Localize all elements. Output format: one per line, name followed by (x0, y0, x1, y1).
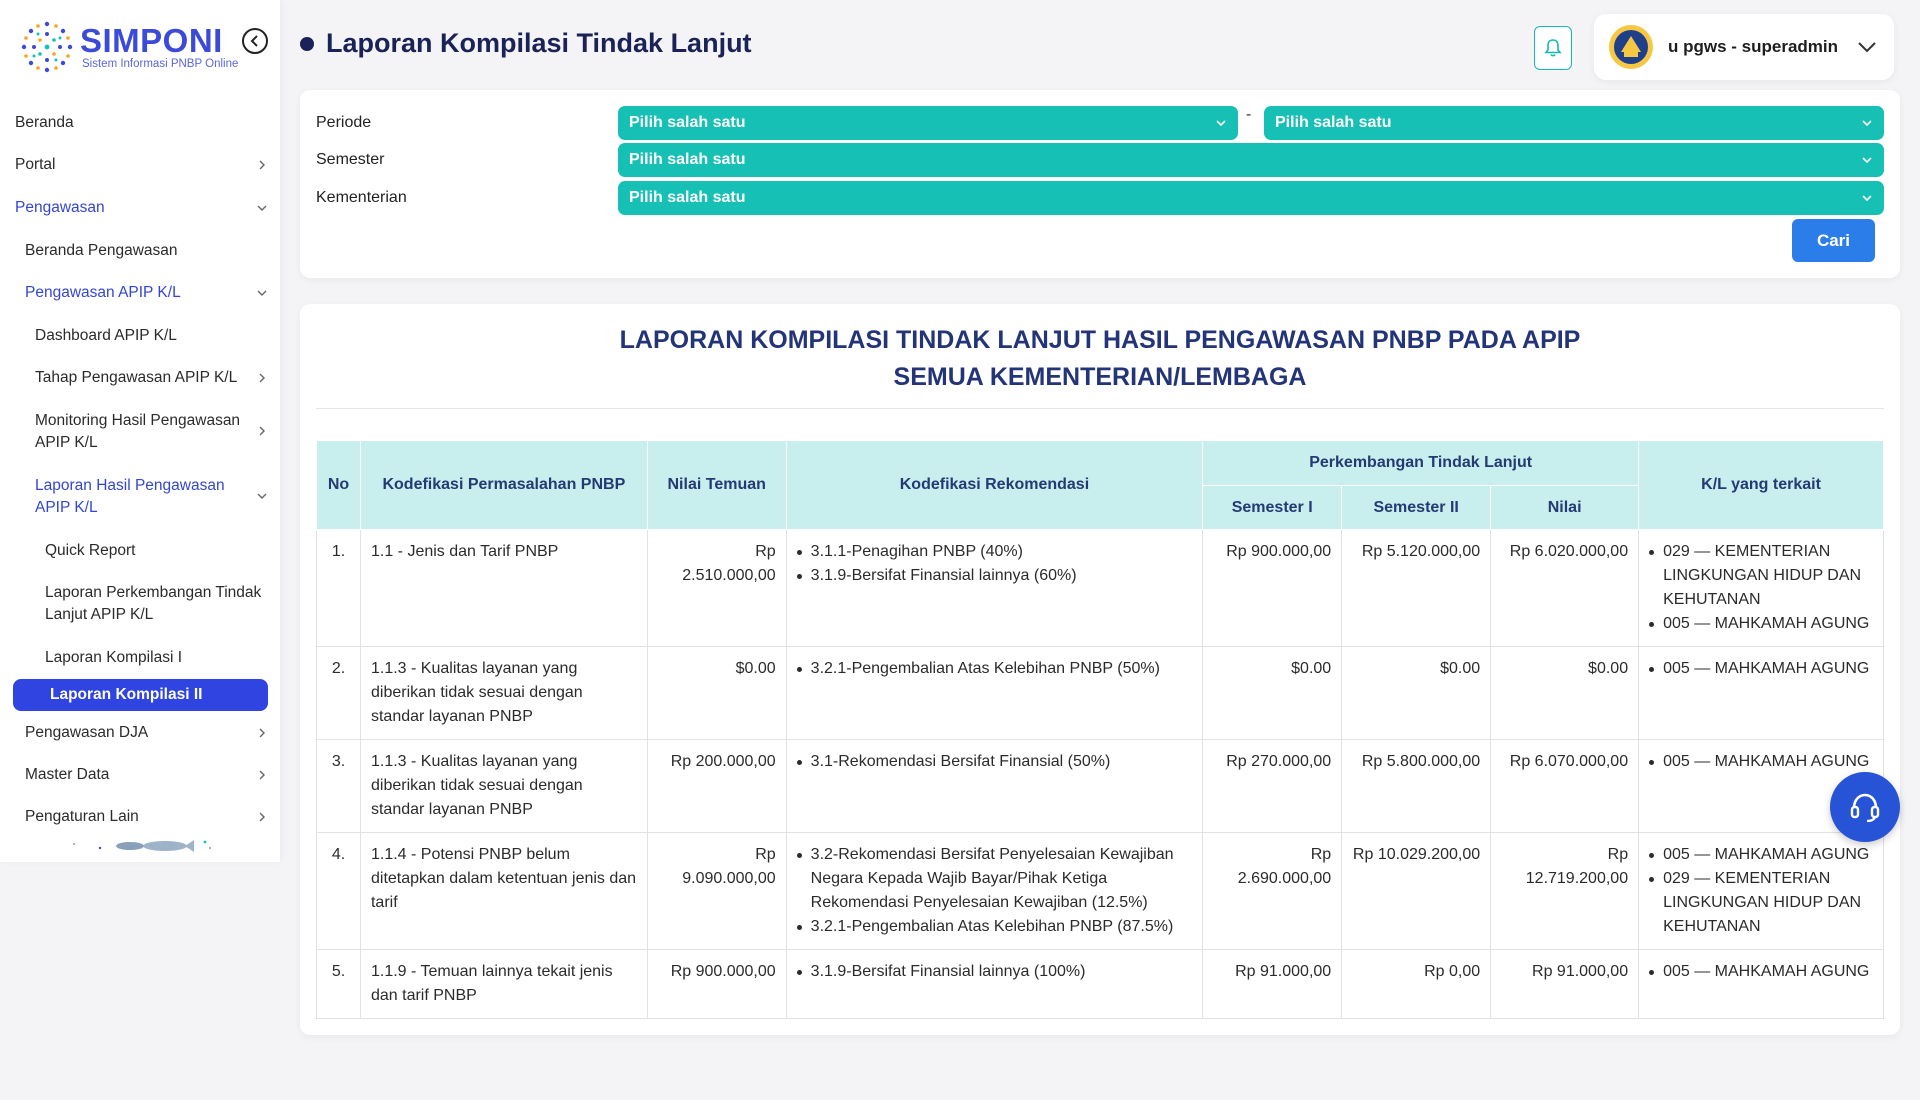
cell-semester-2: Rp 5.800.000,00 (1342, 740, 1491, 833)
cell-no: 1. (317, 530, 361, 647)
cell-semester-1: Rp 270.000,00 (1203, 740, 1342, 833)
sidebar-item-label: Beranda Pengawasan (25, 242, 178, 259)
report-title-line1: LAPORAN KOMPILASI TINDAK LANJUT HASIL PENGAWASAN PNBP PADA APIP (619, 326, 1581, 354)
sidebar-item-label: Pengawasan DJA (25, 724, 149, 741)
chevron-right-icon (255, 371, 269, 385)
cell-nilai-temuan: Rp 9.090.000,00 (647, 833, 786, 950)
table-row (317, 647, 1884, 740)
cell-semester-2: Rp 10.029.200,00 (1342, 833, 1491, 950)
sidebar-item-label: Laporan Perkembangan Tindak Lanjut APIP K/L (45, 584, 262, 623)
sidebar (0, 0, 280, 862)
sidebar-item-master-data[interactable] (25, 764, 269, 786)
chevron-down-icon (1860, 191, 1874, 205)
list-item: 3.1-Rekomendasi Bersifat Finansial (50%) (797, 750, 1193, 774)
logo-name: SIMPONI (80, 22, 223, 59)
logo-dots-icon (18, 18, 76, 76)
cell-semester-1: Rp 2.690.000,00 (1203, 833, 1342, 950)
list-item: 3.2.1-Pengembalian Atas Kelebihan PNBP (50%) (797, 657, 1193, 681)
help-button[interactable] (1830, 772, 1900, 842)
list-item: 005 — MAHKAMAH AGUNG (1649, 843, 1873, 867)
list-item: 005 — MAHKAMAH AGUNG (1649, 960, 1873, 984)
cell-nilai: Rp 6.020.000,00 (1491, 530, 1639, 647)
cell-nilai: Rp 91.000,00 (1491, 950, 1639, 1019)
sidebar-item-beranda-pengawasan[interactable] (25, 240, 269, 262)
chevron-left-icon (249, 35, 261, 47)
list-item: 3.2-Rekomendasi Bersifat Penyelesaian Kewajiban Negara Kepada Wajib Bayar/Pihak Ketiga Rekomendasi Penyelesaian Kewajiban (12.5%) (797, 843, 1193, 915)
cell-nilai-temuan: Rp 900.000,00 (647, 950, 786, 1019)
cell-no: 2. (317, 647, 361, 740)
sidebar-item-pengawasan[interactable] (15, 197, 269, 219)
kementerian-select[interactable] (618, 181, 1884, 215)
header-nilai-temuan: Nilai Temuan (647, 441, 786, 530)
cell-nilai-temuan: $0.00 (647, 647, 786, 740)
filter-card (300, 90, 1900, 278)
sidebar-item-tahap-pengawasan[interactable] (35, 367, 269, 389)
cell-semester-1: Rp 900.000,00 (1203, 530, 1342, 647)
cell-rekomendasi (786, 530, 1203, 647)
kementerian-label: Kementerian (316, 189, 407, 206)
sidebar-item-label: Monitoring Hasil Pengawasan APIP K/L (35, 412, 241, 451)
notification-button[interactable] (1534, 26, 1572, 70)
header-kodefikasi-rekomendasi: Kodefikasi Rekomendasi (786, 441, 1203, 530)
sidebar-item-laporan-kompilasi-1[interactable] (45, 647, 269, 669)
chevron-right-icon (255, 768, 269, 782)
cell-kl (1639, 647, 1884, 740)
sidebar-item-label: Quick Report (45, 542, 136, 559)
report-title (300, 322, 1900, 396)
sidebar-item-label: Pengawasan (15, 199, 105, 216)
cell-semester-2: Rp 0,00 (1342, 950, 1491, 1019)
sidebar-item-label: Tahap Pengawasan APIP K/L (35, 369, 238, 386)
cell-permasalahan: 1.1.4 - Potensi PNBP belum ditetapkan dalam ketentuan jenis dan tarif (360, 833, 647, 950)
list-item: 029 — KEMENTERIAN LINGKUNGAN HIDUP DAN KEHUTANAN (1649, 540, 1873, 612)
cell-nilai: Rp 12.719.200,00 (1491, 833, 1639, 950)
cell-permasalahan: 1.1 - Jenis dan Tarif PNBP (360, 530, 647, 647)
header-kl: K/L yang terkait (1639, 441, 1884, 530)
cell-rekomendasi (786, 950, 1203, 1019)
cell-semester-2: $0.00 (1342, 647, 1491, 740)
list-item: 3.1.9-Bersifat Finansial lainnya (100%) (797, 960, 1193, 984)
semester-select[interactable] (618, 143, 1884, 177)
sidebar-item-label: Portal (15, 156, 56, 173)
chevron-down-icon (255, 286, 269, 300)
cell-nilai: $0.00 (1491, 647, 1639, 740)
cell-nilai-temuan: Rp 200.000,00 (647, 740, 786, 833)
select-value: Pilih salah satu (629, 151, 746, 168)
sidebar-item-monitoring[interactable] (35, 410, 269, 454)
chevron-down-icon (1860, 153, 1874, 167)
cell-permasalahan: 1.1.9 - Temuan lainnya tekait jenis dan tarif PNBP (360, 950, 647, 1019)
list-item: 005 — MAHKAMAH AGUNG (1649, 657, 1873, 681)
cell-semester-1: $0.00 (1203, 647, 1342, 740)
bell-icon (1544, 38, 1562, 58)
divider (316, 408, 1884, 409)
sidebar-item-laporan-perkembangan[interactable] (45, 582, 269, 626)
sidebar-item-label: Dashboard APIP K/L (35, 327, 177, 344)
periode-end-select[interactable] (1264, 106, 1884, 140)
chevron-right-icon (255, 810, 269, 824)
select-value: Pilih salah satu (1275, 114, 1392, 131)
page-header (300, 28, 752, 59)
headset-icon (1846, 788, 1884, 826)
avatar (1608, 24, 1654, 70)
semester-label: Semester (316, 151, 385, 168)
cell-no: 3. (317, 740, 361, 833)
report-title-line2: SEMUA KEMENTERIAN/LEMBAGA (893, 363, 1307, 391)
periode-label: Periode (316, 114, 372, 131)
chevron-down-icon (255, 489, 269, 503)
list-item: 005 — MAHKAMAH AGUNG (1649, 750, 1873, 774)
header-semester-1: Semester I (1203, 486, 1342, 530)
cell-rekomendasi (786, 833, 1203, 950)
report-card (300, 304, 1900, 1035)
cell-kl (1639, 530, 1884, 647)
chevron-down-icon (1860, 116, 1874, 130)
sidebar-item-pengawasan-dja[interactable] (25, 722, 269, 744)
header-no: No (317, 441, 361, 530)
sidebar-item-beranda[interactable] (15, 112, 265, 134)
header-nilai: Nilai (1491, 486, 1639, 530)
chevron-right-icon (255, 424, 269, 438)
simponi-logo[interactable] (18, 18, 248, 80)
list-item: 3.2.1-Pengembalian Atas Kelebihan PNBP (87.5%) (797, 915, 1193, 939)
cell-semester-1: Rp 91.000,00 (1203, 950, 1342, 1019)
cell-permasalahan: 1.1.3 - Kualitas layanan yang diberikan tidak sesuai dengan standar layanan PNBP (360, 647, 647, 740)
cell-kl (1639, 833, 1884, 950)
sidebar-item-label: Pengaturan Lain (25, 808, 139, 825)
table-row (317, 833, 1884, 950)
fish-illustration-icon (70, 834, 215, 856)
cell-no: 4. (317, 833, 361, 950)
list-item: 029 — KEMENTERIAN LINGKUNGAN HIDUP DAN KEHUTANAN (1649, 867, 1873, 939)
cell-nilai-temuan: Rp 2.510.000,00 (647, 530, 786, 647)
select-value: Pilih salah satu (629, 189, 746, 206)
table-row (317, 530, 1884, 647)
chevron-right-icon (255, 158, 269, 172)
cell-rekomendasi (786, 740, 1203, 833)
list-item: 3.1.1-Penagihan PNBP (40%) (797, 540, 1193, 564)
cell-rekomendasi (786, 647, 1203, 740)
list-item: 3.1.9-Bersifat Finansial lainnya (60%) (797, 564, 1193, 588)
search-button[interactable]: Cari (1792, 219, 1875, 262)
sidebar-item-label: Master Data (25, 766, 110, 783)
chevron-down-icon (255, 201, 269, 215)
header-kodefikasi-permasalahan: Kodefikasi Permasalahan PNBP (360, 441, 647, 530)
sidebar-item-pengaturan-lain[interactable] (25, 806, 269, 828)
page-title: Laporan Kompilasi Tindak Lanjut (326, 28, 752, 58)
sidebar-item-dashboard-apip[interactable] (35, 325, 269, 347)
sidebar-item-label: Laporan Hasil Pengawasan APIP K/L (35, 477, 225, 516)
periode-start-select[interactable] (618, 106, 1238, 140)
list-item: 005 — MAHKAMAH AGUNG (1649, 612, 1873, 636)
sidebar-item-laporan-kompilasi-2[interactable]: Laporan Kompilasi II (13, 679, 268, 711)
sidebar-item-label: Pengawasan APIP K/L (25, 284, 181, 301)
header-semester-2: Semester II (1342, 486, 1491, 530)
chevron-right-icon (255, 726, 269, 740)
cell-semester-2: Rp 5.120.000,00 (1342, 530, 1491, 647)
table-row (317, 740, 1884, 833)
user-name: u pgws - superadmin (1668, 37, 1839, 56)
periode-separator: - (1246, 106, 1252, 123)
sidebar-item-label: Beranda (15, 114, 74, 131)
select-value: Pilih salah satu (629, 114, 746, 131)
cell-no: 5. (317, 950, 361, 1019)
sidebar-item-laporan-hasil[interactable] (35, 475, 269, 519)
title-bullet-icon (300, 37, 314, 51)
user-menu[interactable] (1594, 14, 1894, 80)
sidebar-item-label: Laporan Kompilasi I (45, 649, 182, 666)
table-row (317, 950, 1884, 1019)
sidebar-item-pengawasan-apip[interactable] (25, 282, 269, 304)
cell-permasalahan: 1.1.3 - Kualitas layanan yang diberikan tidak sesuai dengan standar layanan PNBP (360, 740, 647, 833)
cell-kl (1639, 950, 1884, 1019)
cell-nilai: Rp 6.070.000,00 (1491, 740, 1639, 833)
sidebar-item-portal[interactable] (15, 154, 269, 176)
sidebar-item-quick-report[interactable] (45, 540, 269, 562)
report-table (316, 440, 1884, 1019)
header-perkembangan: Perkembangan Tindak Lanjut (1203, 441, 1639, 486)
logo-tagline: Sistem Informasi PNBP Online (82, 58, 239, 70)
sidebar-collapse-button[interactable] (242, 28, 268, 54)
chevron-down-icon (1856, 40, 1878, 54)
chevron-down-icon (1214, 116, 1228, 130)
